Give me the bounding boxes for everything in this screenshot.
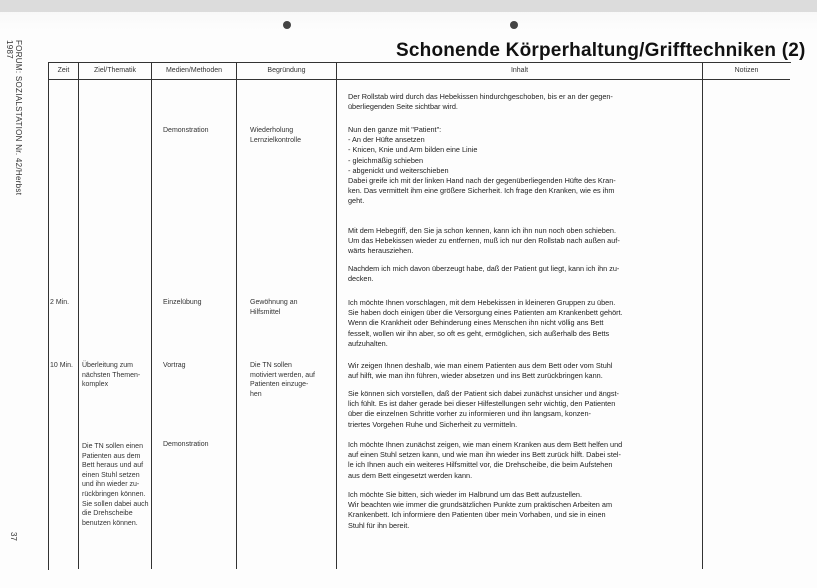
column-header-notizen: Notizen bbox=[734, 67, 759, 74]
content-paragraph: Ich möchte Ihnen vorschlagen, mit dem Hebekissen in kleineren Gruppen zu üben. Sie haben doch einigen über die Versorgung eines Patienten am Krankenbett gehört. Wenn die Krankheit oder Behinderung eines Menschen ihn nicht völlig ans Bett fesselt, wollen wir ihn aber, so oft es geht, ermöglichen, sich außerhalb des Betts aufzuhalten. bbox=[348, 298, 623, 348]
table-cell-ziel: Überleitung zum nächsten Themen- komplex bbox=[82, 362, 141, 389]
content-paragraph: Nun den ganze mit "Patient": - An der Hüfte ansetzen - Knicen, Knie und Arm bilden eine Linie - gleichmäßig schieben - abgenickt und weiterschieben Dabei greife ich mit der linken Hand nach der gegenüberliegenden Hüfte des Kran- ken. Das vermittelt ihm eine größere Sicherheit. Ich frage den Kranken, wie es ihm geht. bbox=[348, 125, 616, 206]
content-paragraph: Nachdem ich mich davon überzeugt habe, daß der Patient gut liegt, kann ich ihn zu- decken. bbox=[348, 264, 620, 284]
header-divider bbox=[48, 79, 790, 80]
table-cell-begruendung: Die TN sollen motiviert werden, auf Patienten einzuge- hen bbox=[250, 362, 315, 398]
column-divider bbox=[78, 62, 79, 569]
page-number: 37 bbox=[9, 532, 18, 541]
column-divider bbox=[702, 62, 703, 569]
table-cell-medien: Demonstration bbox=[163, 127, 209, 134]
table-cell-zeit: 2 Min. bbox=[50, 299, 70, 306]
column-header-begruendung: Begründung bbox=[267, 67, 306, 74]
punch-hole bbox=[510, 21, 518, 29]
content-paragraph: Sie können sich vorstellen, daß der Patient sich dabei zunächst unsicher und ängst- lich fühlt. Es ist daher gerade bei dieser Hilfestellungen sehr wichtig, den Patienten über die einzelnen Schritte vorher zu informieren und ihn langsam, konzen- triertes Vorgehen Ruhe und Sicherheit zu vermitteln. bbox=[348, 389, 619, 429]
publication-sidebar: FORUM: SOZIALSTATION Nr. 42/Herbst 1987 bbox=[5, 40, 23, 196]
table-cell-medien: Einzelübung bbox=[163, 299, 202, 306]
content-paragraph: Der Rollstab wird durch das Hebekissen hindurchgeschoben, bis er an der gegen- überliegenden Seite sichtbar wird. bbox=[348, 92, 613, 112]
column-divider bbox=[236, 62, 237, 569]
column-divider bbox=[151, 62, 152, 569]
table-cell-medien: Vortrag bbox=[163, 362, 186, 369]
binding-edge bbox=[0, 0, 817, 12]
table-cell-ziel: Die TN sollen einen Patienten aus dem Bett heraus und auf einen Stuhl setzen und ihn wieder zu- rückbringen können. Sie sollen dabei auch die Drehscheibe benutzen können. bbox=[82, 443, 149, 527]
content-paragraph: Mit dem Hebegriff, den Sie ja schon kennen, kann ich ihn nun noch oben schieben. Um das Hebekissen wieder zu entfernen, muß ich nur den Rollstab nach außen auf- wärts herausziehen. bbox=[348, 226, 620, 256]
table-cell-medien: Demonstration bbox=[163, 441, 209, 448]
table-cell-begruendung: Wiederholung Lernzielkontrolle bbox=[250, 127, 301, 144]
content-paragraph: Wir zeigen Ihnen deshalb, wie man einem Patienten aus dem Bett oder vom Stuhl auf hilft, wie man ihn führen, wieder absetzen und ins Bett zurückbringen kann. bbox=[348, 361, 613, 381]
table-cell-zeit: 10 Min. bbox=[50, 362, 73, 369]
column-divider bbox=[336, 62, 337, 569]
column-header-ziel: Ziel/Thematik bbox=[93, 67, 136, 74]
page-title: Schonende Körperhaltung/Grifftechniken (2) bbox=[396, 40, 806, 61]
column-header-zeit: Zeit bbox=[57, 67, 70, 74]
punch-hole bbox=[283, 21, 291, 29]
column-header-inhalt: Inhalt bbox=[510, 67, 529, 74]
table-cell-begruendung: Gewöhnung an Hilfsmittel bbox=[250, 299, 298, 316]
content-paragraph: Ich möchte Ihnen zunächst zeigen, wie man einem Kranken aus dem Bett helfen und auf einen Stuhl setzen kann, und wie man ihn wieder ins Bett zurück hilft. Dabei stel- le ich Ihnen auch ein weiteres Hilfsmittel vor, die Drehscheibe, die beim Aufstehen aus dem Bett eingesetzt werden kann. bbox=[348, 440, 623, 480]
content-paragraph: Ich möchte Sie bitten, sich wieder im Halbrund um das Bett aufzustellen. Wir beachten wie immer die grundsätzlichen Punkte zum praktischen Arbeiten am Krankenbett. Ich informiere den Patienten über mein Vorhaben, und sie in einen Stuhl für ihn bereit. bbox=[348, 490, 613, 530]
column-header-medien: Medien/Methoden bbox=[165, 67, 223, 74]
